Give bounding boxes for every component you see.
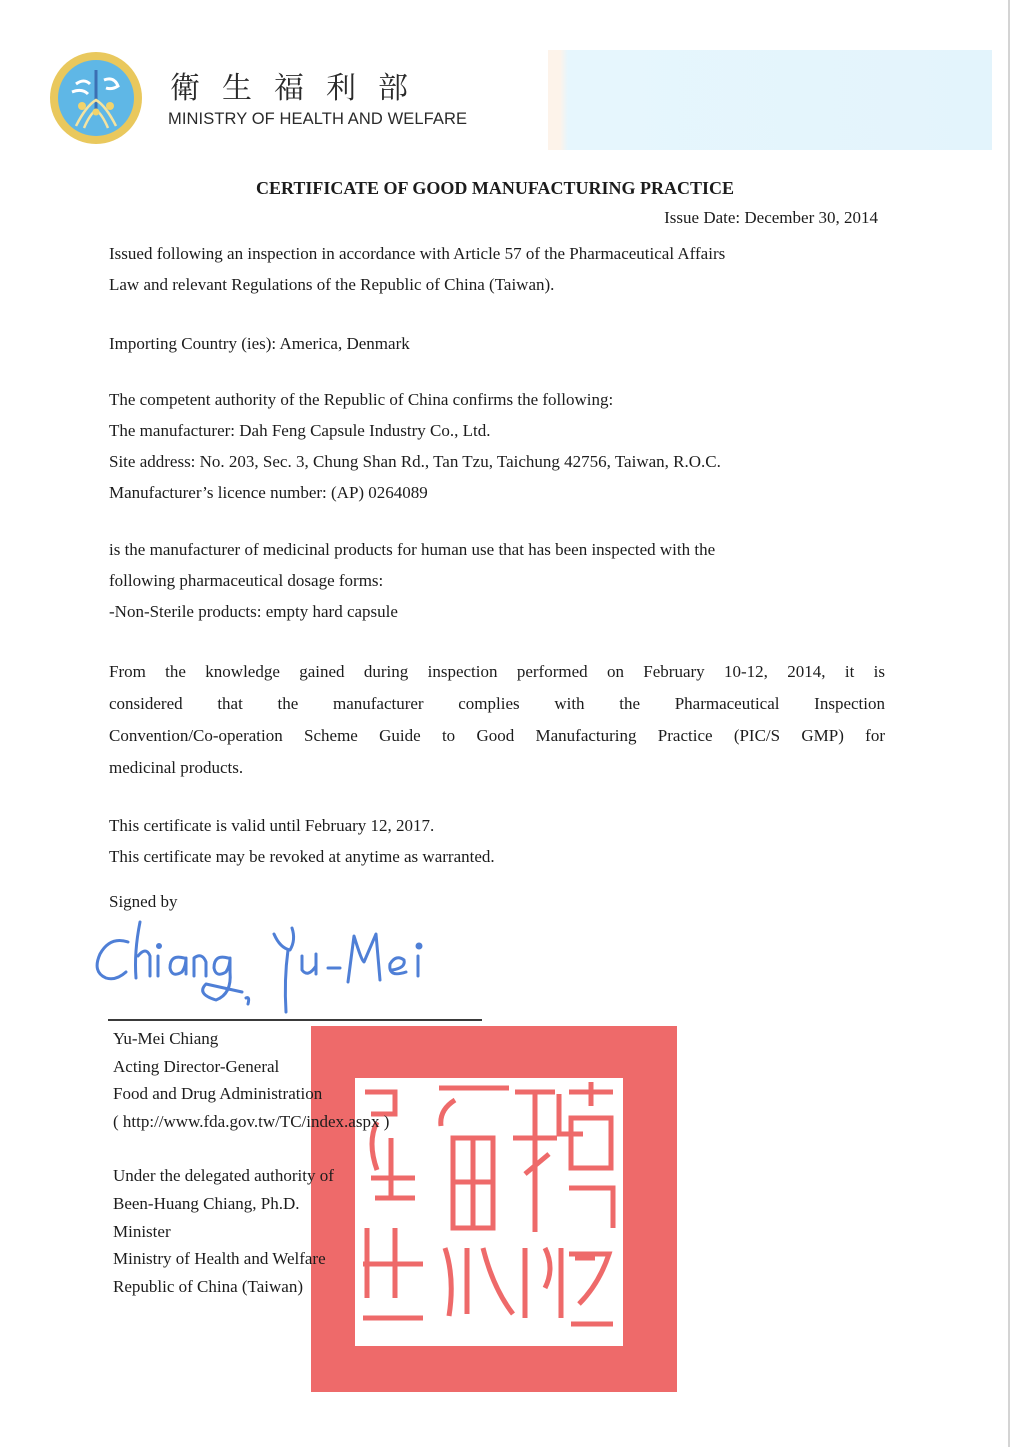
confirms-text: The competent authority of the Republic of China confirms the following: [109, 390, 614, 409]
signed-by-label: Signed by [109, 892, 178, 911]
dosage-line: is the manufacturer of medicinal products for human use that has been inspected with the [109, 540, 716, 559]
issue-date: Issue Date: December 30, 2014 [664, 208, 878, 227]
compliance-line: Convention/Co-operation Scheme Guide to Good Manufacturing Practice (PIC/S GMP) for [109, 726, 885, 745]
certificate-title: CERTIFICATE OF GOOD MANUFACTURING PRACTICE [255, 178, 735, 198]
dosage-form: -Non-Sterile products: empty hard capsule [109, 602, 398, 621]
dosage-paragraph [109, 534, 885, 627]
validity-text: This certificate is valid until February 12, 2017. [109, 816, 435, 835]
fda-website-link[interactable]: ( http://www.fda.gov.tw/TC/index.aspx ) [113, 1111, 390, 1131]
manufacturer-details [109, 384, 885, 508]
site-address: Site address: No. 203, Sec. 3, Chung Shan Rd., Tan Tzu, Taichung 42756, Taiwan, R.O.C. [109, 452, 721, 471]
signer-title: Acting Director-General [113, 1056, 280, 1076]
validity-section [109, 810, 885, 872]
compliance-line: considered that the manufacturer complies with the Pharmaceutical Inspection [109, 694, 885, 713]
header-banner [548, 50, 992, 150]
revocation-text: This certificate may be revoked at anytime as warranted. [109, 847, 495, 866]
ministry-name: Ministry of Health and Welfare [113, 1249, 326, 1269]
importing-countries: Importing Country (ies): America, Denmark [109, 334, 410, 353]
compliance-line: From the knowledge gained during inspection performed on February 10-12, 2014, it is [109, 662, 885, 681]
seal-inner [355, 1078, 623, 1346]
signer-organization: Food and Drug Administration [113, 1084, 323, 1104]
signer-block [113, 1025, 389, 1300]
signature-line [108, 1019, 482, 1021]
signer-name: Yu-Mei Chiang [113, 1029, 219, 1048]
intro-line: Law and relevant Regulations of the Republic of China (Taiwan). [109, 275, 555, 294]
intro-line: Issued following an inspection in accordance with Article 57 of the Pharmaceutical Affairs [109, 244, 726, 263]
minister-name: Been-Huang Chiang, Ph.D. [113, 1193, 300, 1213]
seal-characters-icon [355, 1078, 623, 1346]
country-name: Republic of China (Taiwan) [113, 1276, 304, 1296]
ministry-name-zh: 衛生福利部 [170, 71, 430, 106]
minister-title: Minister [113, 1221, 171, 1241]
licence-number: Manufacturer’s licence number: (AP) 0264089 [109, 483, 428, 502]
manufacturer-name: The manufacturer: Dah Feng Capsule Industry Co., Ltd. [109, 421, 491, 440]
ministry-name-en: MINISTRY OF HEALTH AND WELFARE [168, 110, 468, 128]
signature-icon [88, 912, 488, 1022]
compliance-line: medicinal products. [109, 758, 244, 777]
ministry-emblem-icon [48, 50, 144, 146]
delegation-text: Under the delegated authority of [113, 1166, 334, 1186]
page-edge [1008, 0, 1010, 1447]
compliance-paragraph [109, 656, 885, 784]
dosage-line: following pharmaceutical dosage forms: [109, 571, 384, 590]
spacer [113, 1135, 389, 1162]
intro-paragraph [109, 238, 885, 300]
